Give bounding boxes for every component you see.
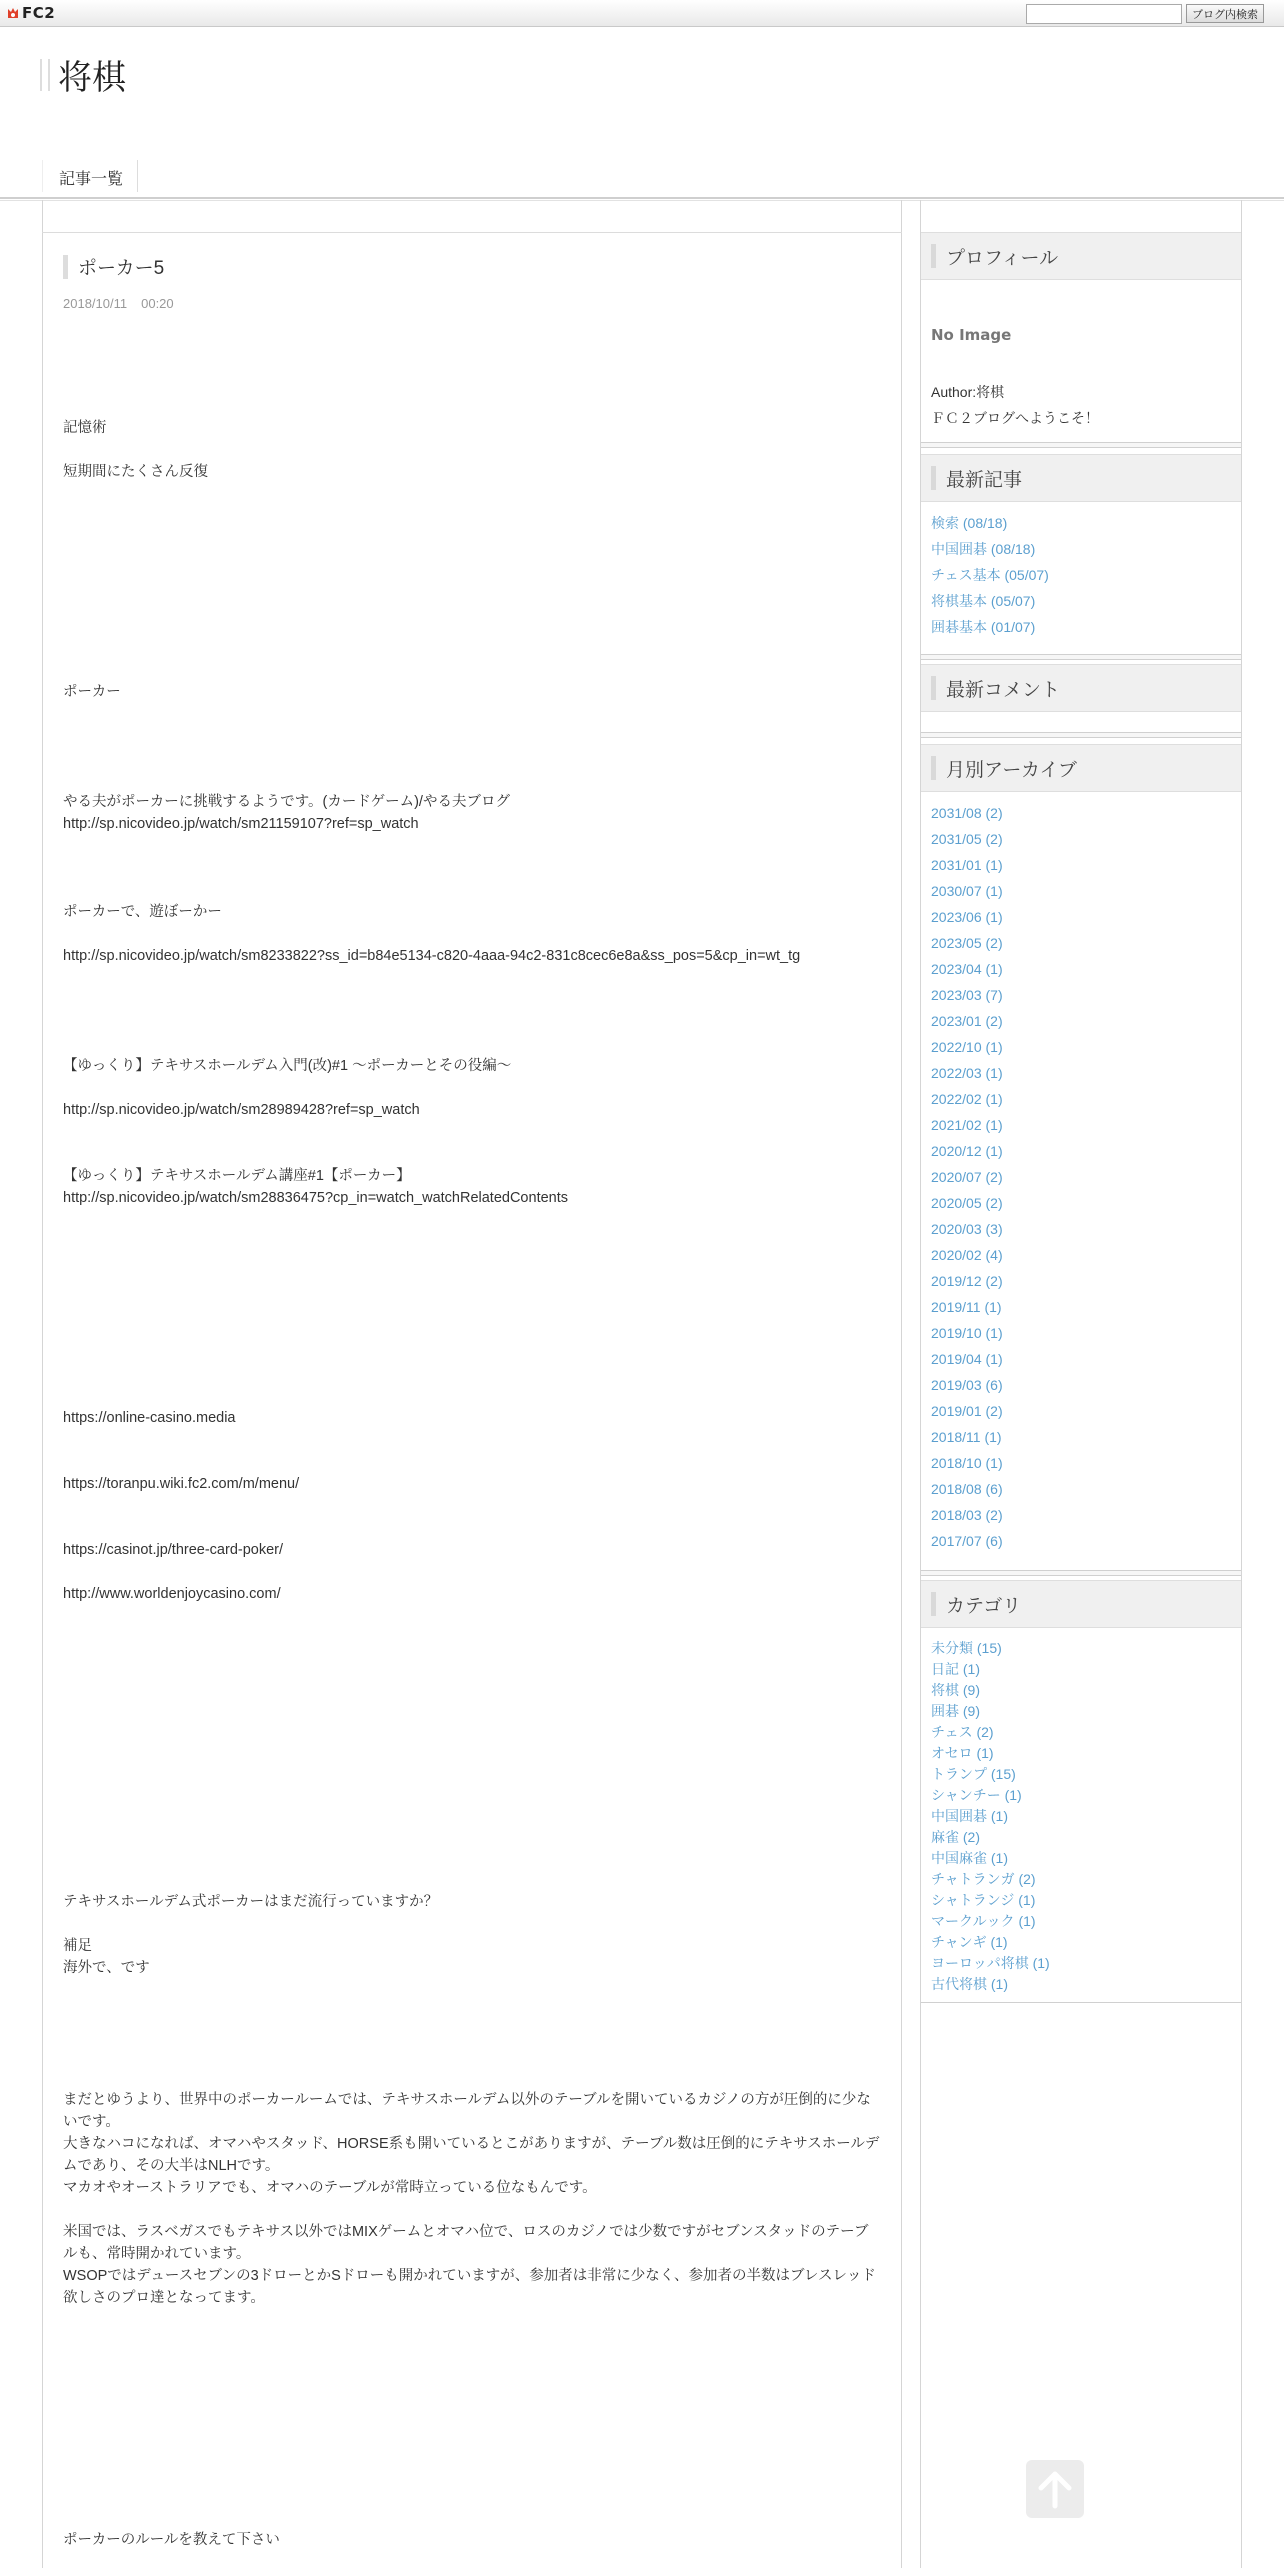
heading-accent — [931, 676, 936, 700]
main-left-border — [42, 200, 43, 2568]
sidebar-separator — [921, 654, 1241, 660]
nav-item-article-list[interactable]: 記事一覧 — [42, 160, 138, 192]
archive-link[interactable]: 2019/03 (6) — [931, 1377, 1003, 1393]
profile-greeting: ＦＣ２ブログへようこそ！ — [931, 410, 1099, 426]
recent-heading-text: 最新記事 — [946, 469, 1023, 491]
nav-divider-shadow — [0, 200, 1284, 201]
category-link[interactable]: 日記 (1) — [931, 1661, 980, 1677]
archive-box — [921, 744, 1241, 1554]
category-link[interactable]: チャトランガ (2) — [931, 1871, 1036, 1887]
post-line: 【ゆっくり】テキサスホールデム入門(改)#1 ～ポーカーとその役編～ — [63, 1058, 512, 1074]
article — [43, 233, 901, 2548]
profile-author: Author:将棋 — [931, 384, 1005, 400]
fc2-logo[interactable] — [6, 5, 55, 21]
main-nav — [42, 160, 138, 192]
post-paragraph: マカオやオーストラリアでも、オマハのテーブルが常時立っている位なもんです。 — [63, 2180, 597, 2196]
post-title-accent — [63, 255, 68, 279]
archive-link[interactable]: 2019/11 (1) — [931, 1299, 1002, 1315]
fc2-logo-text: FC2 — [22, 4, 56, 22]
archive-link[interactable]: 2019/04 (1) — [931, 1351, 1003, 1367]
category-heading — [921, 1580, 1241, 1628]
archive-link[interactable]: 2018/10 (1) — [931, 1455, 1003, 1471]
post-paragraph: 大きなハコになれば、オマハやスタッド、HORSE系も開いているとこがありますが、テーブル数は圧倒的にテキサスホールデムであり、その大半はNLHです。 — [63, 2136, 880, 2174]
post-link[interactable]: http://sp.nicovideo.jp/watch/sm28989428?ref=sp_watch — [63, 1102, 420, 1118]
archive-link[interactable]: 2021/02 (1) — [931, 1117, 1003, 1133]
post-line: 海外で、です — [63, 1960, 150, 1976]
post-line: ポーカー — [63, 684, 121, 700]
category-heading-text: カテゴリ — [946, 1595, 1022, 1617]
post-date-time: 00:20 — [141, 296, 174, 311]
recent-article-link[interactable]: チェス基本 (05/07) — [931, 567, 1049, 583]
archive-link[interactable]: 2020/07 (2) — [931, 1169, 1003, 1185]
archive-heading-text: 月別アーカイブ — [946, 759, 1077, 781]
heading-accent — [931, 756, 936, 780]
blog-title-area — [40, 50, 126, 99]
category-link[interactable]: 古代将棋 (1) — [931, 1976, 1008, 1992]
archive-link[interactable]: 2020/02 (4) — [931, 1247, 1003, 1263]
sidebar-separator — [921, 1570, 1241, 1576]
post-link[interactable]: http://sp.nicovideo.jp/watch/sm8233822?ss_id=b84e5134-c820-4aaa-94c2-831c8cec6e8a&ss_pos=5&cp_in=wt_tg — [63, 948, 801, 964]
archive-link[interactable]: 2031/08 (2) — [931, 805, 1003, 821]
post-line: ポーカーで、遊ぼーかー — [63, 904, 222, 920]
archive-link[interactable]: 2023/05 (2) — [931, 935, 1003, 951]
recent-comments-box — [921, 664, 1241, 712]
nav-divider — [0, 197, 1284, 199]
post-title-row — [63, 253, 901, 280]
recent-article-link[interactable]: 検索 (08/18) — [931, 515, 1008, 531]
archive-link[interactable]: 2020/12 (1) — [931, 1143, 1003, 1159]
blog-search-input[interactable] — [1026, 4, 1182, 24]
post-paragraph: 米国では、ラスベガスでもテキサス以外ではMIXゲームとオマハ位で、ロスのカジノでは少数ですがセブンスタッドのテーブルも、常時開かれています。 — [63, 2224, 869, 2262]
post-title: ポーカー5 — [78, 258, 165, 279]
archive-link[interactable]: 2023/06 (1) — [931, 909, 1003, 925]
category-link[interactable]: シャンチー (1) — [931, 1787, 1022, 1803]
archive-link[interactable]: 2020/03 (3) — [931, 1221, 1003, 1237]
title-accent-bar — [40, 59, 50, 91]
blog-search-form — [1026, 4, 1264, 24]
post-link[interactable]: https://casinot.jp/three-card-poker/ — [63, 1542, 284, 1558]
post-line: テキサスホールデム式ポーカーはまだ流行っていますか？ — [63, 1894, 439, 1910]
category-link[interactable]: 未分類 (15) — [931, 1640, 1002, 1656]
archive-link[interactable]: 2023/01 (2) — [931, 1013, 1003, 1029]
archive-link[interactable]: 2019/01 (2) — [931, 1403, 1003, 1419]
recent-articles-box — [921, 454, 1241, 640]
post-link[interactable]: http://www.worldenjoycasino.com/ — [63, 1586, 281, 1602]
comments-heading-text: 最新コメント — [946, 679, 1061, 701]
archive-link[interactable]: 2031/05 (2) — [931, 831, 1003, 847]
recent-article-link[interactable]: 囲碁基本 (01/07) — [931, 619, 1036, 635]
post-line: 短期間にたくさん反復 — [63, 464, 208, 480]
fc2-header-bar — [0, 0, 1284, 27]
category-link[interactable]: チャンギ (1) — [931, 1934, 1008, 1950]
recent-article-link[interactable]: 将棋基本 (05/07) — [931, 593, 1036, 609]
archive-link[interactable]: 2019/10 (1) — [931, 1325, 1003, 1341]
recent-article-link[interactable]: 中国囲碁 (08/18) — [931, 541, 1036, 557]
sidebar-bottom-border — [921, 2002, 1241, 2003]
archive-link[interactable]: 2030/07 (1) — [931, 883, 1003, 899]
category-link[interactable]: マークルック (1) — [931, 1913, 1036, 1929]
category-link[interactable]: ヨーロッパ将棋 (1) — [931, 1955, 1050, 1971]
side-right-border — [1241, 200, 1242, 2568]
main-right-border — [901, 200, 902, 2568]
post-line: やる夫がポーカーに挑戦するようです。(カードゲーム)/やる夫ブログ — [63, 794, 510, 810]
archive-list — [921, 792, 1241, 1554]
category-link[interactable]: オセロ (1) — [931, 1745, 994, 1761]
post-link[interactable]: http://sp.nicovideo.jp/watch/sm21159107?ref=sp_watch — [63, 816, 419, 832]
archive-link[interactable]: 2019/12 (2) — [931, 1273, 1003, 1289]
fc2-fox-icon — [6, 6, 20, 20]
archive-link[interactable]: 2017/07 (6) — [931, 1533, 1003, 1549]
archive-link[interactable]: 2018/11 (1) — [931, 1429, 1002, 1445]
post-line: 記憶術 — [63, 420, 107, 436]
recent-heading — [921, 454, 1241, 502]
post-date — [63, 296, 901, 311]
comments-heading — [921, 664, 1241, 712]
heading-accent — [931, 466, 936, 490]
post-link[interactable]: https://online-casino.media — [63, 1410, 236, 1426]
archive-link[interactable]: 2018/08 (6) — [931, 1481, 1003, 1497]
scroll-to-top-button[interactable] — [1026, 2460, 1084, 2518]
heading-accent — [931, 244, 936, 268]
category-link[interactable]: 中国囲碁 (1) — [931, 1808, 1008, 1824]
category-link[interactable]: 麻雀 (2) — [931, 1829, 980, 1845]
post-line: 【ゆっくり】テキサスホールデム講座#1【ポーカー】 — [63, 1168, 411, 1184]
category-list — [921, 1628, 1241, 1995]
category-link[interactable]: トランプ (15) — [931, 1766, 1016, 1782]
arrow-up-icon — [1026, 2460, 1084, 2518]
archive-link[interactable]: 2022/10 (1) — [931, 1039, 1003, 1055]
post-paragraph: WSOPではデュースセブンの3ドローとかSドローも開かれていますが、参加者は非常に少なく、参加者の半数はブレスレッド欲しさのプロ達となってます。 — [63, 2268, 876, 2306]
heading-accent — [931, 1592, 936, 1616]
archive-heading — [921, 744, 1241, 792]
category-link[interactable]: 中国麻雀 (1) — [931, 1850, 1008, 1866]
archive-link[interactable]: 2018/03 (2) — [931, 1507, 1003, 1523]
archive-link[interactable]: 2022/03 (1) — [931, 1065, 1003, 1081]
post-paragraph: まだとゆうより、世界中のポーカールームでは、テキサスホールデム以外のテーブルを開いているカジノの方が圧倒的に少ないです。 — [63, 2092, 871, 2130]
category-box — [921, 1580, 1241, 1995]
blog-search-button[interactable]: ブログ内検索 — [1186, 4, 1264, 23]
category-link[interactable]: 囲碁 (9) — [931, 1703, 980, 1719]
sidebar-separator — [921, 442, 1241, 448]
sidebar-separator — [921, 732, 1241, 738]
post-line: ポーカーのルールを教えて下さい — [63, 2532, 280, 2548]
post-date-day: 2018/10/11 — [63, 296, 128, 311]
profile-no-image: No Image — [931, 326, 1012, 344]
archive-link[interactable]: 2023/04 (1) — [931, 961, 1003, 977]
archive-link[interactable]: 2022/02 (1) — [931, 1091, 1003, 1107]
profile-box — [921, 232, 1241, 428]
category-link[interactable]: 将棋 (9) — [931, 1682, 980, 1698]
recent-list — [921, 502, 1241, 640]
blog-title[interactable]: 将棋 — [58, 58, 126, 98]
profile-heading — [921, 232, 1241, 280]
archive-link[interactable]: 2023/03 (7) — [931, 987, 1003, 1003]
post-link[interactable]: https://toranpu.wiki.fc2.com/m/menu/ — [63, 1476, 300, 1492]
post-line: 補足 — [63, 1938, 92, 1954]
category-link[interactable]: チェス (2) — [931, 1724, 994, 1740]
archive-link[interactable]: 2020/05 (2) — [931, 1195, 1003, 1211]
archive-link[interactable]: 2031/01 (1) — [931, 857, 1003, 873]
profile-heading-text: プロフィール — [946, 247, 1059, 269]
category-link[interactable]: シャトランジ (1) — [931, 1892, 1036, 1908]
post-link[interactable]: http://sp.nicovideo.jp/watch/sm28836475?cp_in=watch_watchRelatedContents — [63, 1190, 569, 1206]
